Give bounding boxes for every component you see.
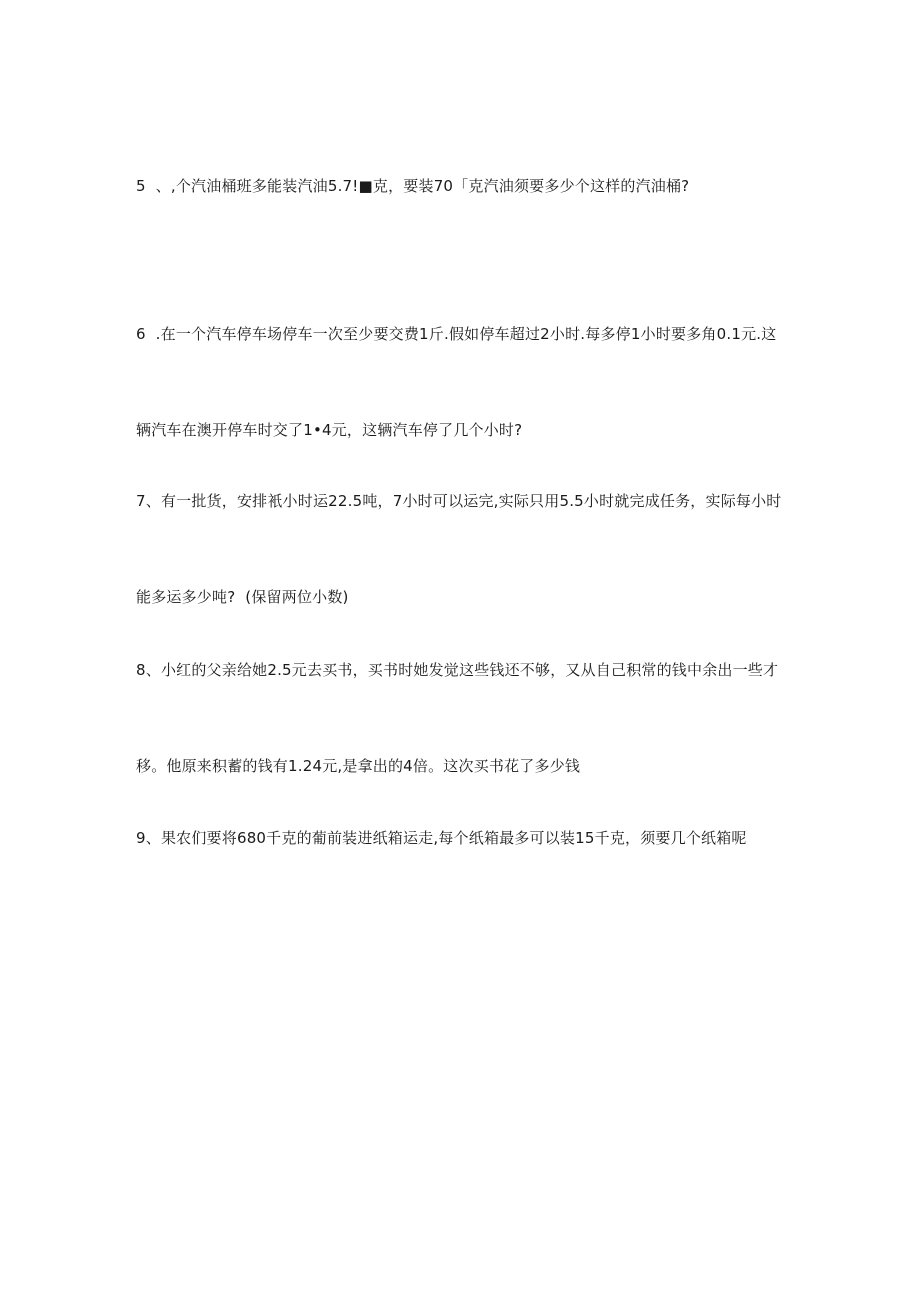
question-5-line-1: 5 、,个汽油桶班多能装汽油5.7!■克，要装70「克汽油须要多少个这样的汽油桶? bbox=[136, 177, 690, 195]
question-6-line-1: 6 .在一个汽车停车场停车一次至少要交费1斤.假如停车超过2小时.每多停1小时要多角0.1元.这 bbox=[136, 325, 777, 343]
question-8-line-2: 移。他原来积蓄的钱有1.24元,是拿出的4倍。这次买书花了多少钱 bbox=[136, 757, 581, 775]
question-7-line-1: 7、有一批货，安排衹小时运22.5吨，7小时可以运完,实际只用5.5小时就完成任务，实际每小时 bbox=[136, 492, 782, 510]
question-5 bbox=[136, 106, 796, 234]
question-8-line-1: 8、小红的父亲给她2.5元去买书，买书时她发觉这些钱还不够，又从自己积常的钱中余出一些才 bbox=[136, 661, 779, 679]
question-7-line-2: 能多运多少吨? (保留两位小数) bbox=[136, 588, 349, 606]
question-9 bbox=[136, 758, 796, 886]
question-9-line-1: 9、果农们要将680千克的葡前装进纸箱运走,每个纸箱最多可以装15千克，须要几个纸箱呢 bbox=[136, 829, 747, 847]
question-6-line-2: 辆汽车在澳开停车时交了1•4元，这辆汽车停了几个小时? bbox=[136, 421, 523, 439]
